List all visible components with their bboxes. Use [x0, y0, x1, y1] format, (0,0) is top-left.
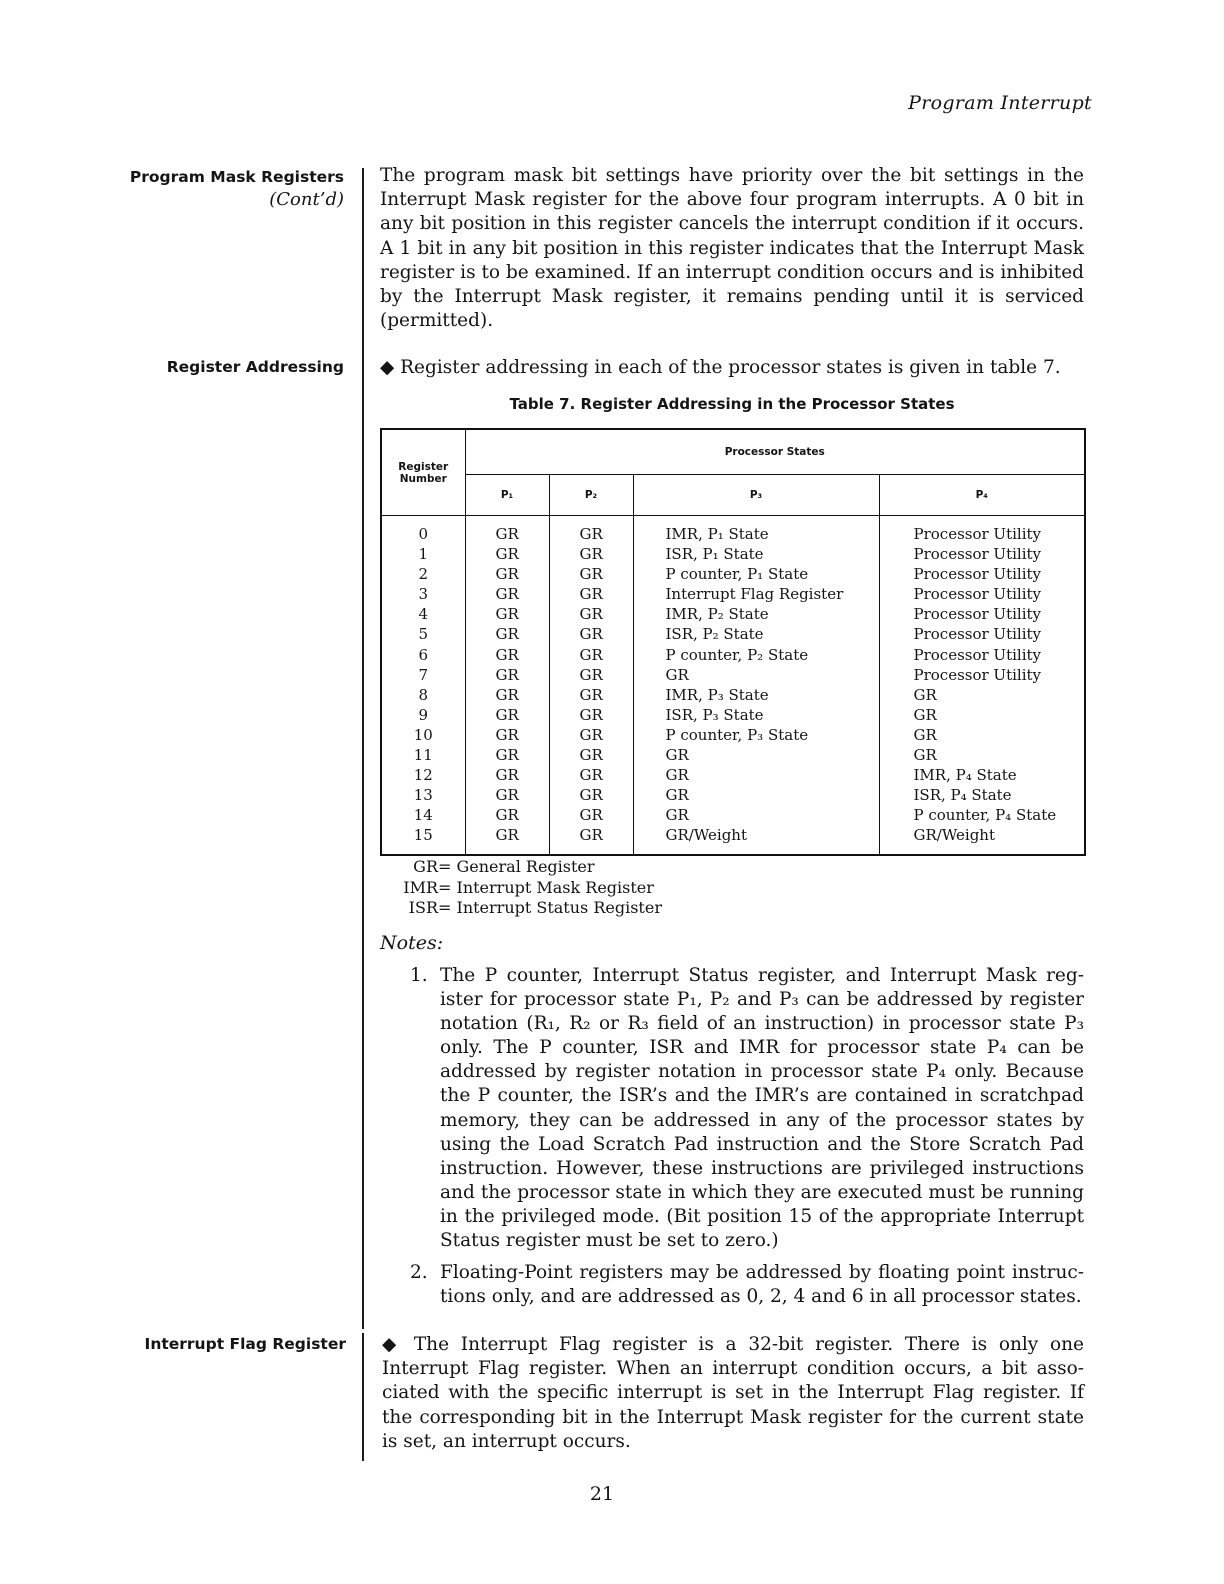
- header-register-number: Register Number: [381, 429, 465, 516]
- margin-rule: [362, 168, 364, 354]
- cell-p4: Processor Utility: [879, 604, 1085, 624]
- cell-register-number: 4: [381, 604, 465, 624]
- sidebar-heading-label: Program Mask Registers: [129, 168, 344, 186]
- cell-p2: GR: [549, 645, 633, 665]
- table-row: [381, 624, 1085, 644]
- table-row: [381, 825, 1085, 854]
- cell-p2: GR: [549, 544, 633, 564]
- table-row: [381, 564, 1085, 584]
- cell-p2: GR: [549, 745, 633, 765]
- register-table-wrap: [380, 428, 1086, 856]
- cell-p2: GR: [549, 624, 633, 644]
- cell-p1: GR: [465, 604, 549, 624]
- legend-row: [380, 898, 662, 919]
- cell-p3: Interrupt Flag Register: [633, 584, 879, 604]
- sidebar-heading-register-addressing: Register Addressing: [166, 358, 344, 376]
- cell-p2: GR: [549, 765, 633, 785]
- table-row: [381, 745, 1085, 765]
- cell-p3: GR: [633, 765, 879, 785]
- cell-p3: GR: [633, 665, 879, 685]
- cell-register-number: 8: [381, 685, 465, 705]
- paragraph-interrupt-flag: ◆ The Interrupt Flag register is a 32-bit register. There is only one Interrupt Flag register. When an interrupt condition occurs, a bit associated with the specific interrupt is set in the Interrupt Flag register. If the corresponding bit in the Interrupt Mask register for the current state is set, an interrupt occurs.: [382, 1334, 1084, 1452]
- cell-register-number: 11: [381, 745, 465, 765]
- cell-p3: P counter, P₂ State: [633, 645, 879, 665]
- cell-p4: Processor Utility: [879, 564, 1085, 584]
- cell-p2: GR: [549, 785, 633, 805]
- legend-key: ISR: [408, 898, 438, 917]
- notes-heading: Notes:: [380, 932, 444, 954]
- table-row: [381, 645, 1085, 665]
- cell-p4: ISR, P₄ State: [879, 785, 1085, 805]
- cell-p4: Processor Utility: [879, 665, 1085, 685]
- cell-register-number: 9: [381, 705, 465, 725]
- cell-p4: Processor Utility: [879, 584, 1085, 604]
- table-row: [381, 584, 1085, 604]
- cell-p3: GR: [633, 805, 879, 825]
- cell-register-number: 5: [381, 624, 465, 644]
- cell-p2: GR: [549, 564, 633, 584]
- cell-p1: GR: [465, 745, 549, 765]
- note-number: 2.: [410, 1262, 428, 1283]
- cell-p2: GR: [549, 825, 633, 854]
- cell-p1: GR: [465, 725, 549, 745]
- margin-rule: [362, 354, 364, 1329]
- cell-p4: GR: [879, 685, 1085, 705]
- cell-p3: IMR, P₃ State: [633, 685, 879, 705]
- cell-p3: GR/Weight: [633, 825, 879, 854]
- header-p1: P₁: [465, 475, 549, 516]
- cell-p2: GR: [549, 805, 633, 825]
- cell-p1: GR: [465, 544, 549, 564]
- note-number: 1.: [410, 965, 428, 986]
- table-row: [381, 705, 1085, 725]
- cell-register-number: 1: [381, 544, 465, 564]
- note-item: [410, 964, 1084, 1253]
- cell-p2: GR: [549, 705, 633, 725]
- cell-register-number: 13: [381, 785, 465, 805]
- cell-p1: GR: [465, 685, 549, 705]
- table-row: [381, 604, 1085, 624]
- cell-p1: GR: [465, 665, 549, 685]
- table-row: [381, 544, 1085, 564]
- cell-register-number: 0: [381, 516, 465, 545]
- table-row: [381, 516, 1085, 545]
- cell-p2: GR: [549, 685, 633, 705]
- cell-p3: GR: [633, 785, 879, 805]
- note-text: The P counter, Interrupt Status register, and Interrupt Mask register for processor state P₁, P₂ and P₃ can be addressed by register notation (R₁, R₂ or R₃ field of an instruction) in processor state P₃ only. The P counter, ISR and IMR for processor state P₄ can be addressed by register notation in processor state P₄ only. Because the P counter, the ISR’s and the IMR’s are contained in scratchpad memory, they can be addressed in any of the processor states by using the Load Scratch Pad instruction and the Store Scratch Pad instruction. However, these instructions are privileged instructions and the processor state in which they are executed must be running in the privileged mode. (Bit position 15 of the appropriate Interrupt Status register must be set to zero.): [440, 965, 1084, 1252]
- table-row: [381, 785, 1085, 805]
- header-p3: P₃: [633, 475, 879, 516]
- cell-p1: GR: [465, 516, 549, 545]
- cell-p3: GR: [633, 745, 879, 765]
- cell-register-number: 14: [381, 805, 465, 825]
- table-row: [381, 725, 1085, 745]
- cell-p3: P counter, P₃ State: [633, 725, 879, 745]
- legend-key: GR: [413, 857, 438, 876]
- cell-p4: Processor Utility: [879, 544, 1085, 564]
- cell-p1: GR: [465, 645, 549, 665]
- sidebar-heading-program-mask: [100, 168, 344, 210]
- page-number: 21: [589, 1483, 615, 1505]
- table-row: [381, 765, 1085, 785]
- cell-p1: GR: [465, 624, 549, 644]
- header-processor-states: Processor States: [465, 429, 1085, 475]
- cell-p3: IMR, P₁ State: [633, 516, 879, 545]
- legend-value: = Interrupt Status Register: [438, 898, 662, 917]
- cell-register-number: 10: [381, 725, 465, 745]
- cell-p4: GR: [879, 725, 1085, 745]
- cell-p1: GR: [465, 564, 549, 584]
- cell-p4: GR: [879, 745, 1085, 765]
- cell-register-number: 6: [381, 645, 465, 665]
- legend-value: = General Register: [438, 857, 595, 876]
- table-row: [381, 805, 1085, 825]
- cell-p4: Processor Utility: [879, 624, 1085, 644]
- cell-p1: GR: [465, 805, 549, 825]
- cell-p4: GR: [879, 705, 1085, 725]
- cell-p3: IMR, P₂ State: [633, 604, 879, 624]
- cell-p2: GR: [549, 584, 633, 604]
- legend-key: IMR: [403, 877, 438, 897]
- cell-register-number: 2: [381, 564, 465, 584]
- note-text: Floating-Point registers may be addressed by floating point instructions only, and are addressed as 0, 2, 4 and 6 in all processor states.: [440, 1262, 1084, 1308]
- cell-p4: Processor Utility: [879, 516, 1085, 545]
- cell-p1: GR: [465, 785, 549, 805]
- running-title: Program Interrupt: [908, 92, 1092, 114]
- cell-p4: GR/Weight: [879, 825, 1085, 854]
- cell-register-number: 3: [381, 584, 465, 604]
- cell-p2: GR: [549, 604, 633, 624]
- cell-p3: P counter, P₁ State: [633, 564, 879, 584]
- legend-value: = Interrupt Mask Register: [438, 877, 654, 897]
- paragraph-register-addressing: ◆ Register addressing in each of the processor states is given in table 7.: [380, 357, 1061, 378]
- legend-row: [380, 878, 662, 899]
- cell-p3: ISR, P₁ State: [633, 544, 879, 564]
- register-table: [380, 428, 1086, 856]
- cell-p3: ISR, P₃ State: [633, 705, 879, 725]
- cell-p1: GR: [465, 825, 549, 854]
- cell-p2: GR: [549, 665, 633, 685]
- note-item: [410, 1261, 1084, 1309]
- margin-rule: [362, 1333, 364, 1461]
- table-row: [381, 685, 1085, 705]
- table-row: [381, 665, 1085, 685]
- sidebar-heading-cont: (Cont’d): [269, 189, 344, 210]
- cell-p1: GR: [465, 765, 549, 785]
- header-p4: P₄: [879, 475, 1085, 516]
- cell-register-number: 7: [381, 665, 465, 685]
- cell-register-number: 15: [381, 825, 465, 854]
- cell-register-number: 12: [381, 765, 465, 785]
- table-legend: [380, 857, 662, 919]
- cell-p4: IMR, P₄ State: [879, 765, 1085, 785]
- paragraph-program-mask: The program mask bit settings have priority over the bit settings in the Interrupt Mask register for the above four program interrupts. A 0 bit in any bit position in this register cancels the interrupt condition if it occurs. A 1 bit in any bit position in this register indicates that the Interrupt Mask register is to be examined. If an interrupt condition occurs and is inhibited by the Interrupt Mask register, it remains pending until it is serviced (permitted).: [380, 165, 1084, 332]
- cell-p2: GR: [549, 516, 633, 545]
- legend-row: [380, 857, 662, 878]
- cell-p1: GR: [465, 705, 549, 725]
- cell-p1: GR: [465, 584, 549, 604]
- cell-p2: GR: [549, 725, 633, 745]
- cell-p4: P counter, P₄ State: [879, 805, 1085, 825]
- table-caption: Table 7. Register Addressing in the Processor States: [509, 395, 955, 413]
- cell-p3: ISR, P₂ State: [633, 624, 879, 644]
- cell-p4: Processor Utility: [879, 645, 1085, 665]
- header-p2: P₂: [549, 475, 633, 516]
- sidebar-heading-interrupt-flag: Interrupt Flag Register: [144, 1335, 346, 1353]
